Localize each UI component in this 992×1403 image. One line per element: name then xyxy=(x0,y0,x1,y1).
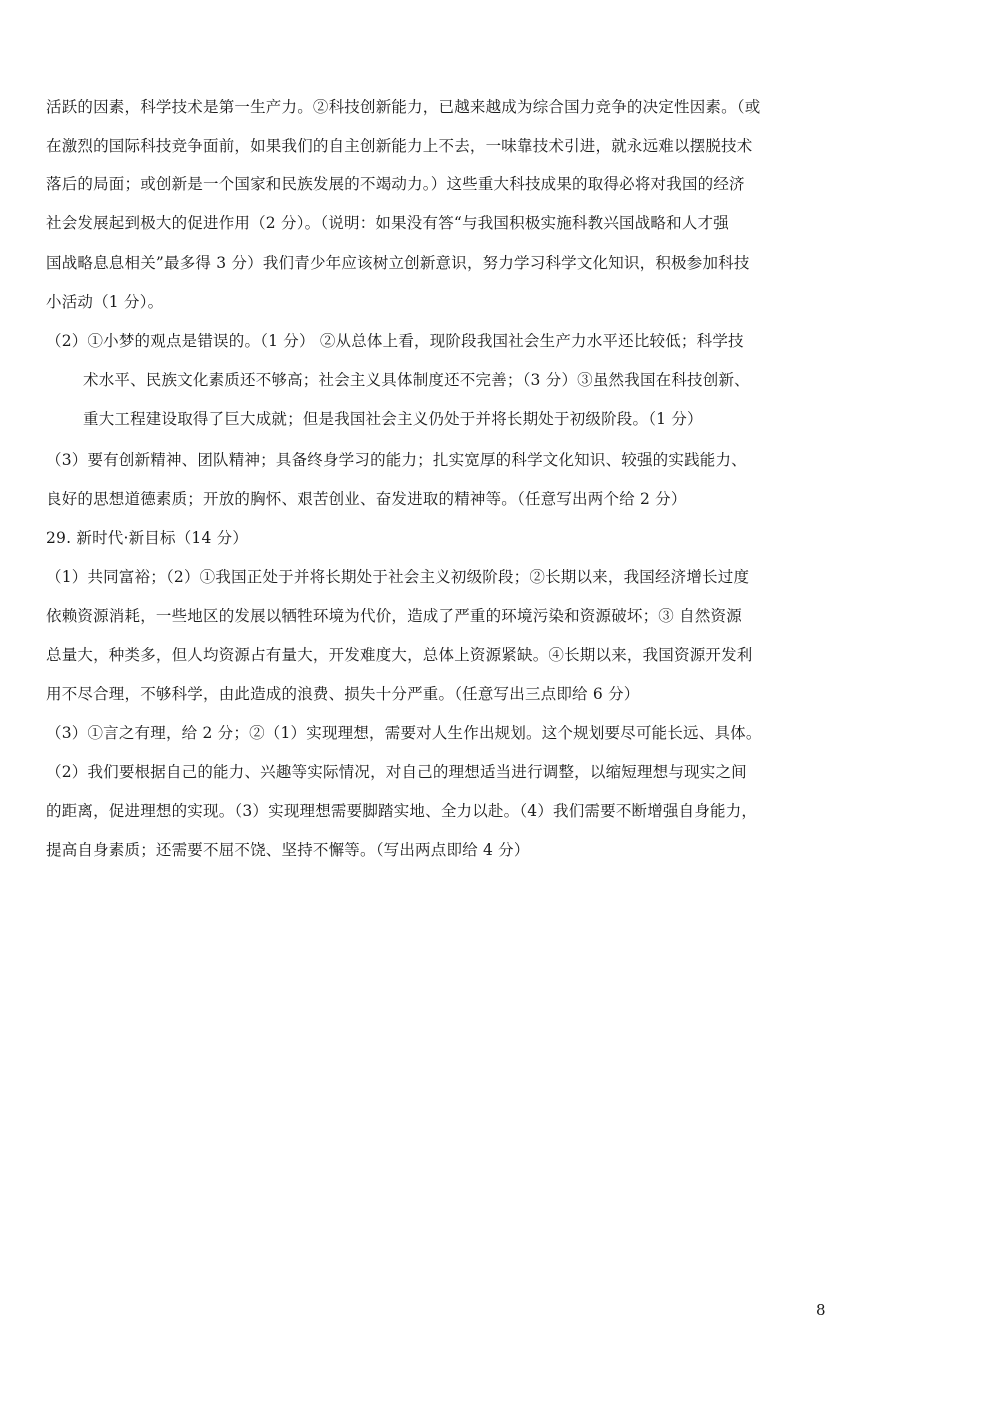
text-line: （2）我们要根据自己的能力、兴趣等实际情况，对自己的理想适当进行调整，以缩短理想与现实之间 xyxy=(46,763,747,781)
page-number: 8 xyxy=(816,1301,826,1319)
text-line: 提高自身素质；还需要不屈不饶、坚持不懈等。（写出两点即给 4 分） xyxy=(46,841,530,859)
text-line: 国战略息息相关”最多得 3 分）我们青少年应该树立创新意识，努力学习科学文化知识，积极参加科技 xyxy=(46,254,750,272)
section-heading: 29. 新时代·新目标（14 分） xyxy=(46,529,249,547)
text-line: 在激烈的国际科技竞争面前，如果我们的自主创新能力上不去，一味靠技术引进，就永远难以摆脱技术 xyxy=(46,137,753,155)
text-line: 术水平、民族文化素质还不够高；社会主义具体制度还不完善；（3 分）③虽然我国在科技创新、 xyxy=(83,371,750,389)
text-line: 活跃的因素，科学技术是第一生产力。②科技创新能力，已越来越成为综合国力竞争的决定性因素。（或 xyxy=(46,98,761,116)
text-line: 小活动（1 分）。 xyxy=(46,293,164,311)
text-line: （2）①小梦的观点是错误的。（1 分） ②从总体上看，现阶段我国社会生产力水平还比较低；科学技 xyxy=(46,332,744,350)
text-line: （1）共同富裕；（2）①我国正处于并将长期处于社会主义初级阶段；②长期以来，我国经济增长过度 xyxy=(46,568,750,586)
text-line: 社会发展起到极大的促进作用（2 分）。（说明：如果没有答“与我国积极实施科教兴国战略和人才强 xyxy=(46,214,729,232)
text-line: 总量大，种类多，但人均资源占有量大，开发难度大，总体上资源紧缺。④长期以来，我国资源开发利 xyxy=(46,646,753,664)
text-line: 落后的局面；或创新是一个国家和民族发展的不竭动力。）这些重大科技成果的取得必将对我国的经济 xyxy=(46,175,745,193)
text-line: 的距离，促进理想的实现。（3）实现理想需要脚踏实地、全力以赴。（4）我们需要不断增强自身能力， xyxy=(46,802,758,820)
text-line: （3）要有创新精神、团队精神；具备终身学习的能力；扎实宽厚的科学文化知识、较强的实践能力、 xyxy=(46,451,747,469)
text-line: 用不尽合理，不够科学，由此造成的浪费、损失十分严重。（任意写出三点即给 6 分） xyxy=(46,685,640,703)
text-line: 依赖资源消耗，一些地区的发展以牺牲环境为代价，造成了严重的环境污染和资源破坏；③ 自然资源 xyxy=(46,607,742,625)
text-line: 重大工程建设取得了巨大成就；但是我国社会主义仍处于并将长期处于初级阶段。（1 分） xyxy=(83,410,703,428)
text-line: （3）①言之有理，给 2 分；②（1）实现理想，需要对人生作出规划。这个规划要尽可能长远、具体。 xyxy=(46,724,762,742)
text-line: 良好的思想道德素质；开放的胸怀、艰苦创业、奋发进取的精神等。（任意写出两个给 2 分） xyxy=(46,490,687,508)
